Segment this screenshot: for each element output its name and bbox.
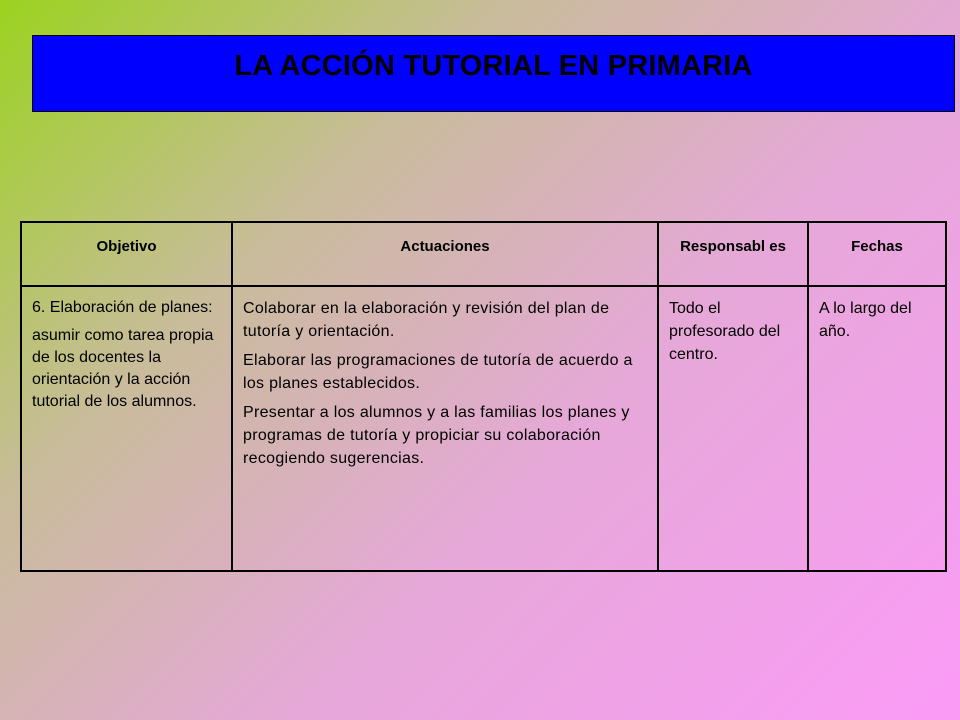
cell-objetivo [21,286,232,571]
cell-actuaciones [232,286,658,571]
table-header-row [21,222,946,286]
responsables-text: Todo el profesorado del centro. [669,300,781,363]
tutorial-plan-table [20,221,947,572]
objetivo-title: 6. Elaboración de planes: [32,299,213,316]
header-actuaciones: Actuaciones [232,222,658,286]
title-banner [32,35,955,112]
header-fechas: Fechas [808,222,946,286]
objetivo-description: asumir como tarea propia de los docentes la orientación y la acción tutorial de los alumnos. [32,327,214,410]
fechas-text: A lo largo del año. [819,300,912,340]
table-row [21,286,946,571]
actuacion-item: Elaborar las programaciones de tutoría de acuerdo a los planes establecidos. [243,352,633,392]
actuacion-item: Presentar a los alumnos y a las familias los planes y programas de tutoría y propiciar su colaboración recogiendo sugerencias. [243,404,630,467]
page-title: LA ACCIÓN TUTORIAL EN PRIMARIA [234,50,753,82]
actuacion-item: Colaborar en la elaboración y revisión del plan de tutoría y orientación. [243,300,610,340]
header-objetivo: Objetivo [21,222,232,286]
cell-responsables [658,286,808,571]
cell-fechas [808,286,946,571]
header-responsables: Responsabl es [658,222,808,286]
